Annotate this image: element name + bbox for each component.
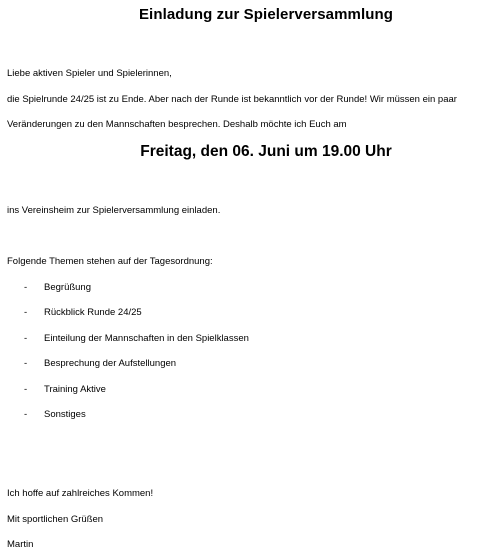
agenda-item-label: Sonstiges [44, 409, 86, 420]
agenda-dash: - [24, 333, 28, 344]
agenda-item-label: Training Aktive [44, 384, 106, 395]
agenda-item-label: Besprechung der Aufstellungen [44, 358, 177, 369]
agenda-dash: - [24, 384, 28, 395]
document-title: Einladung zur Spielerversammlung [138, 6, 394, 23]
agenda-item [24, 358, 176, 369]
closing-hope: Ich hoffe auf zahlreiches Kommen! [7, 488, 154, 499]
intro-line-1: die Spielrunde 24/25 ist zu Ende. Aber nach der Runde ist bekanntlich vor der Runde! Wir müssen ein paar [7, 94, 457, 105]
meeting-date: Freitag, den 06. Juni um 19.00 Uhr [140, 143, 392, 160]
agenda-item [24, 333, 249, 344]
agenda-item [24, 409, 86, 420]
agenda-item-label: Einteilung der Mannschaften in den Spielklassen [44, 333, 249, 344]
agenda-item-label: Begrüßung [44, 282, 92, 293]
agenda-dash: - [24, 307, 28, 318]
agenda-item-label: Rückblick Runde 24/25 [44, 307, 142, 318]
intro-line-2: Veränderungen zu den Mannschaften besprechen. Deshalb möchte ich Euch am [7, 119, 347, 130]
agenda-item [24, 384, 106, 395]
location-text: ins Vereinsheim zur Spielerversammlung einladen. [7, 205, 221, 216]
agenda-item [24, 307, 142, 318]
greeting-text: Liebe aktiven Spieler und Spielerinnen, [7, 68, 172, 79]
agenda-dash: - [24, 358, 28, 369]
agenda-item [24, 282, 91, 293]
closing-regards: Mit sportlichen Grüßen [7, 514, 104, 525]
signature: Martin [7, 539, 34, 550]
agenda-intro: Folgende Themen stehen auf der Tagesordnung: [7, 256, 213, 267]
agenda-dash: - [24, 409, 28, 420]
agenda-dash: - [24, 282, 28, 293]
